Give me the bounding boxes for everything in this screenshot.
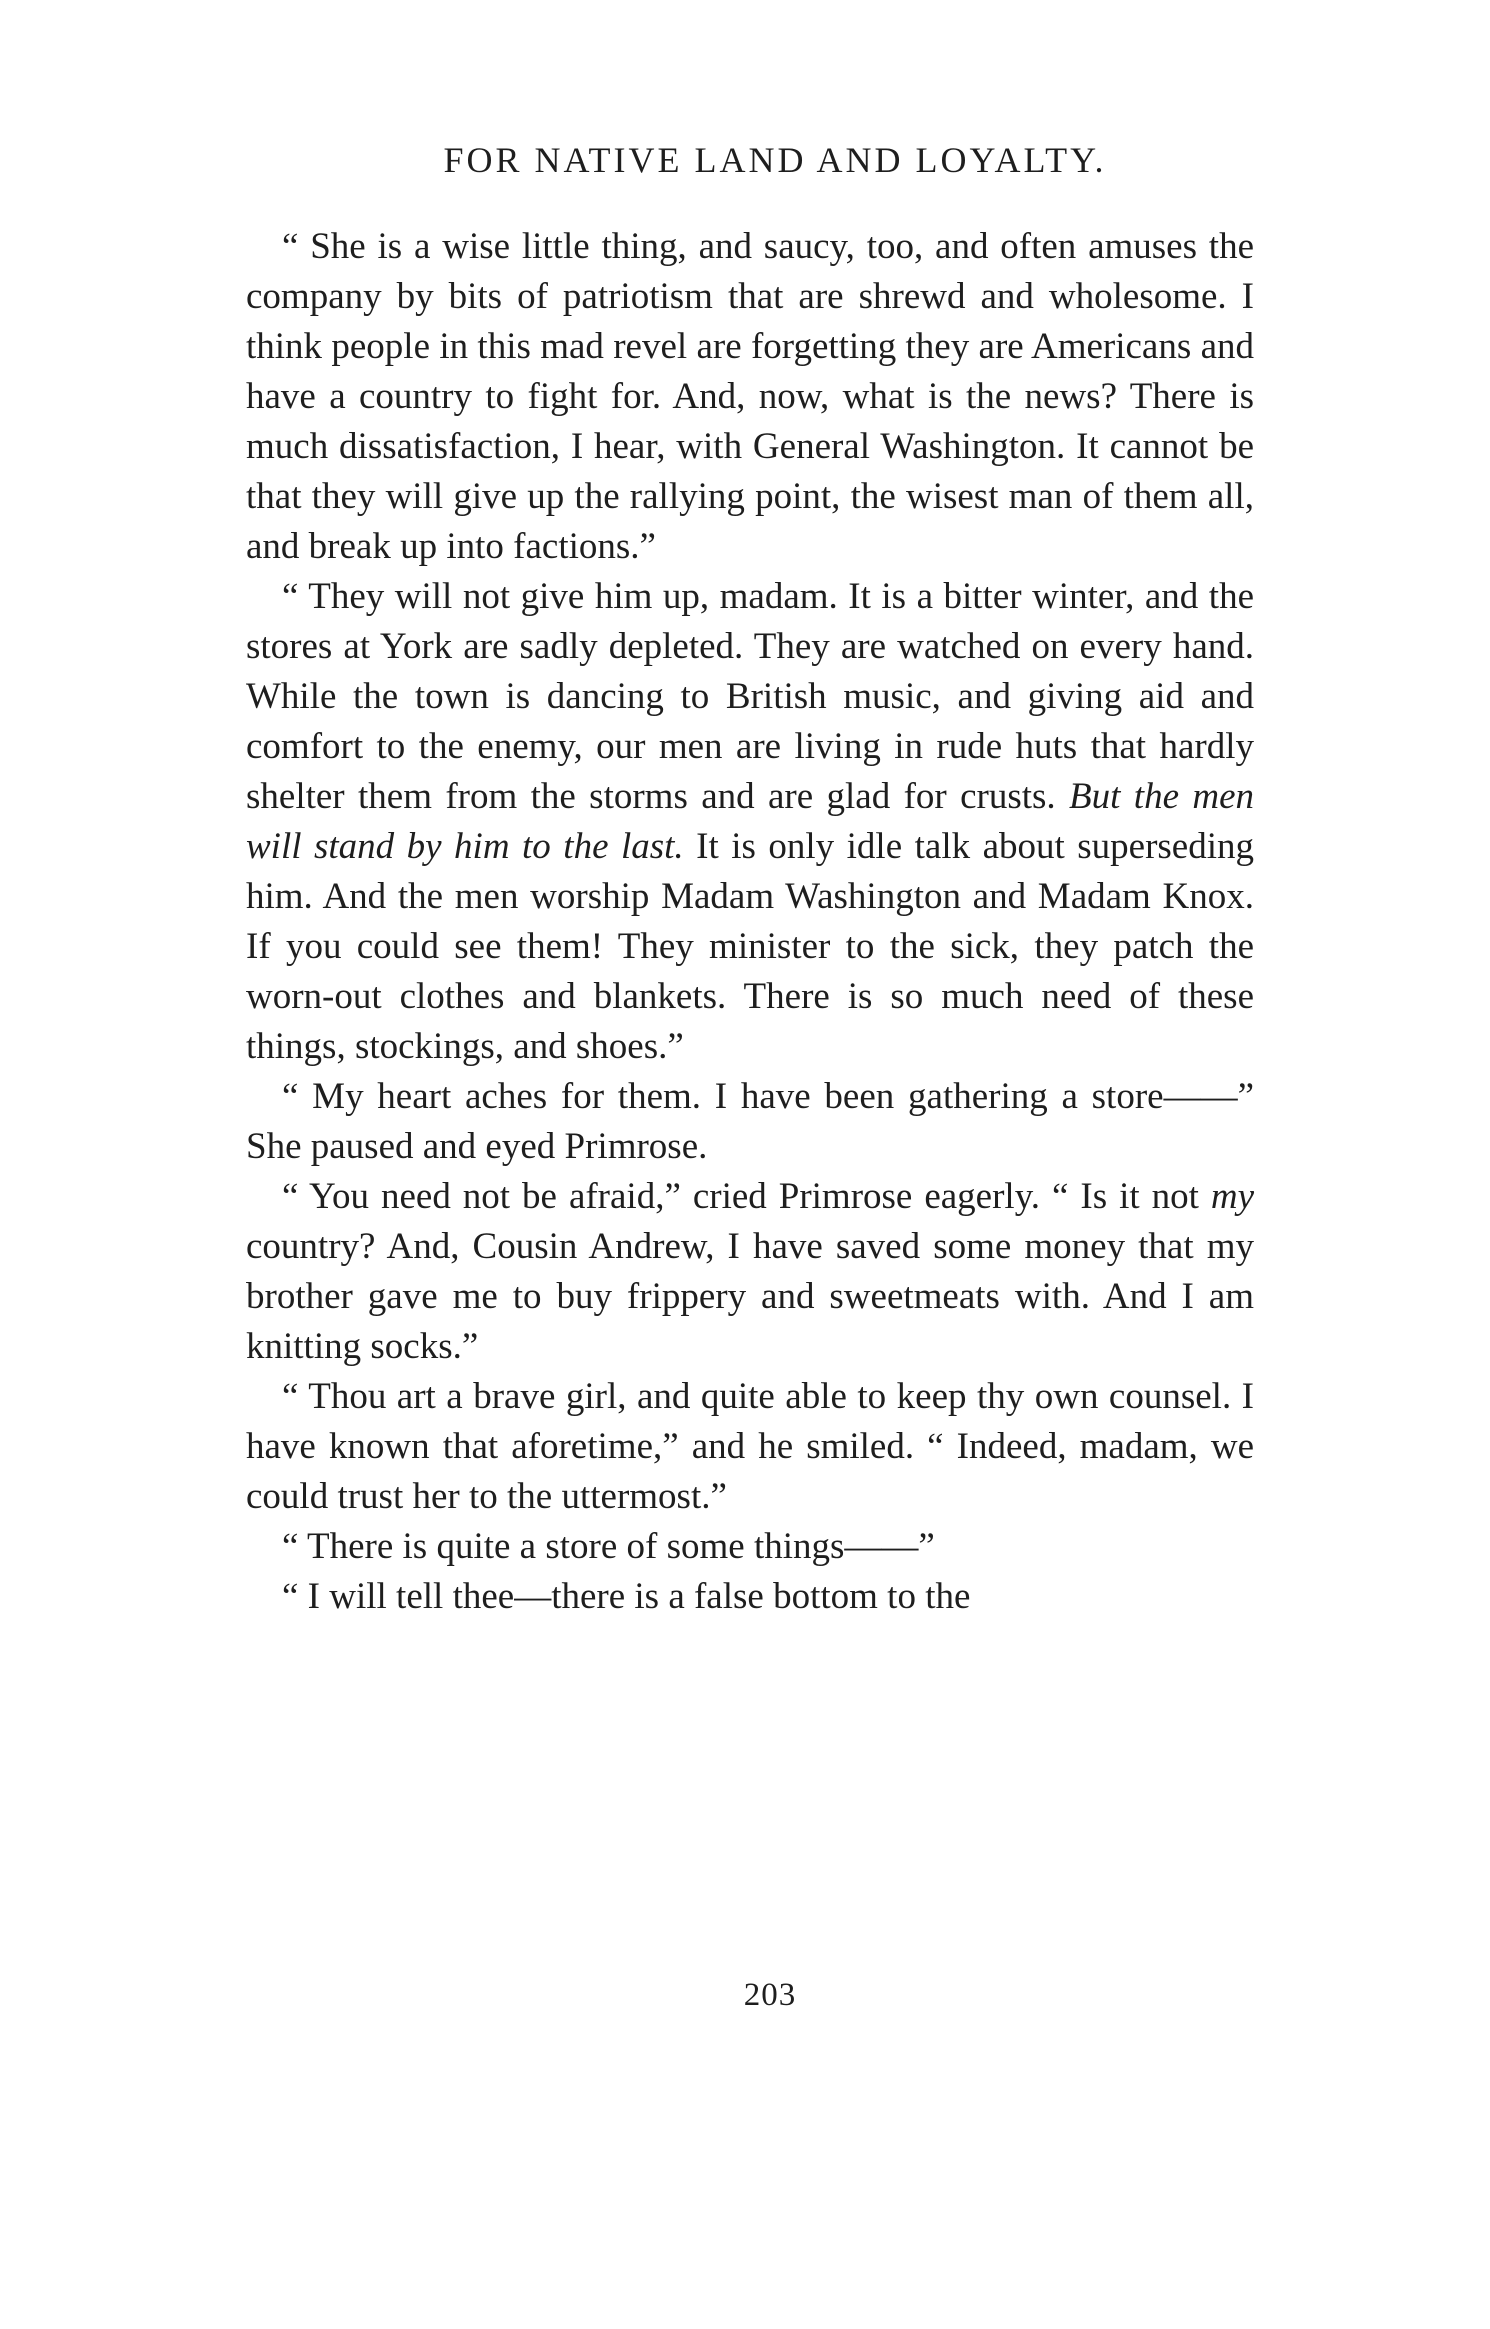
paragraph <box>246 572 1254 1072</box>
paragraph: “ Thou art a brave girl, and quite able to keep thy own counsel. I have known that aforetime,” and he smiled. “ Indeed, madam, we could trust her to the uttermost.” <box>246 1376 1254 1517</box>
paragraph <box>246 1172 1254 1372</box>
paragraph: “ My heart aches for them. I have been gathering a store——” She paused and eyed Primrose. <box>246 1076 1254 1167</box>
paragraph: “ I will tell thee—there is a false bottom to the <box>282 1576 971 1617</box>
page-number: 203 <box>743 1977 797 2013</box>
paragraph: “ She is a wise little thing, and saucy, too, and often amuses the company by bits of patriotism that are shrewd and wholesome. I think people in this mad revel are forgetting they are Americans and have a country to fight for. And, now, what is the news? There is much dissatisfaction, I hear, with General Washington. It cannot be that they will give up the rallying point, the wisest man of them all, and break up into factions.” <box>246 226 1254 567</box>
paragraph-text: “ You need not be afraid,” cried Primrose eagerly. “ Is it not <box>282 1176 1211 1217</box>
italic-text: But the men will stand by him to the last. <box>246 776 1254 867</box>
body-text <box>246 222 1254 1622</box>
paragraph-text: It is only idle talk about superseding him. And the men worship Madam Washington and Madam Knox. If you could see them! They minister to the sick, they patch the worn-out clothes and blankets. There is so much need of these things, stockings, and shoes.” <box>246 826 1254 1067</box>
paragraph-text: country? And, Cousin Andrew, I have saved some money that my brother gave me to buy frippery and sweetmeats with. And I am knitting socks.” <box>246 1226 1254 1367</box>
running-head: FOR NATIVE LAND AND LOYALTY. <box>443 140 1107 180</box>
paragraph-text: “ They will not give him up, madam. It is a bitter winter, and the stores at York are sadly depleted. They are watched on every hand. While the town is dancing to British music, and giving aid and comfort to the enemy, our men are living in rude huts that hardly shelter them from the storms and are glad for crusts. <box>246 576 1254 817</box>
italic-text: my <box>1210 1176 1254 1217</box>
paragraph: “ There is quite a store of some things——” <box>282 1526 935 1567</box>
